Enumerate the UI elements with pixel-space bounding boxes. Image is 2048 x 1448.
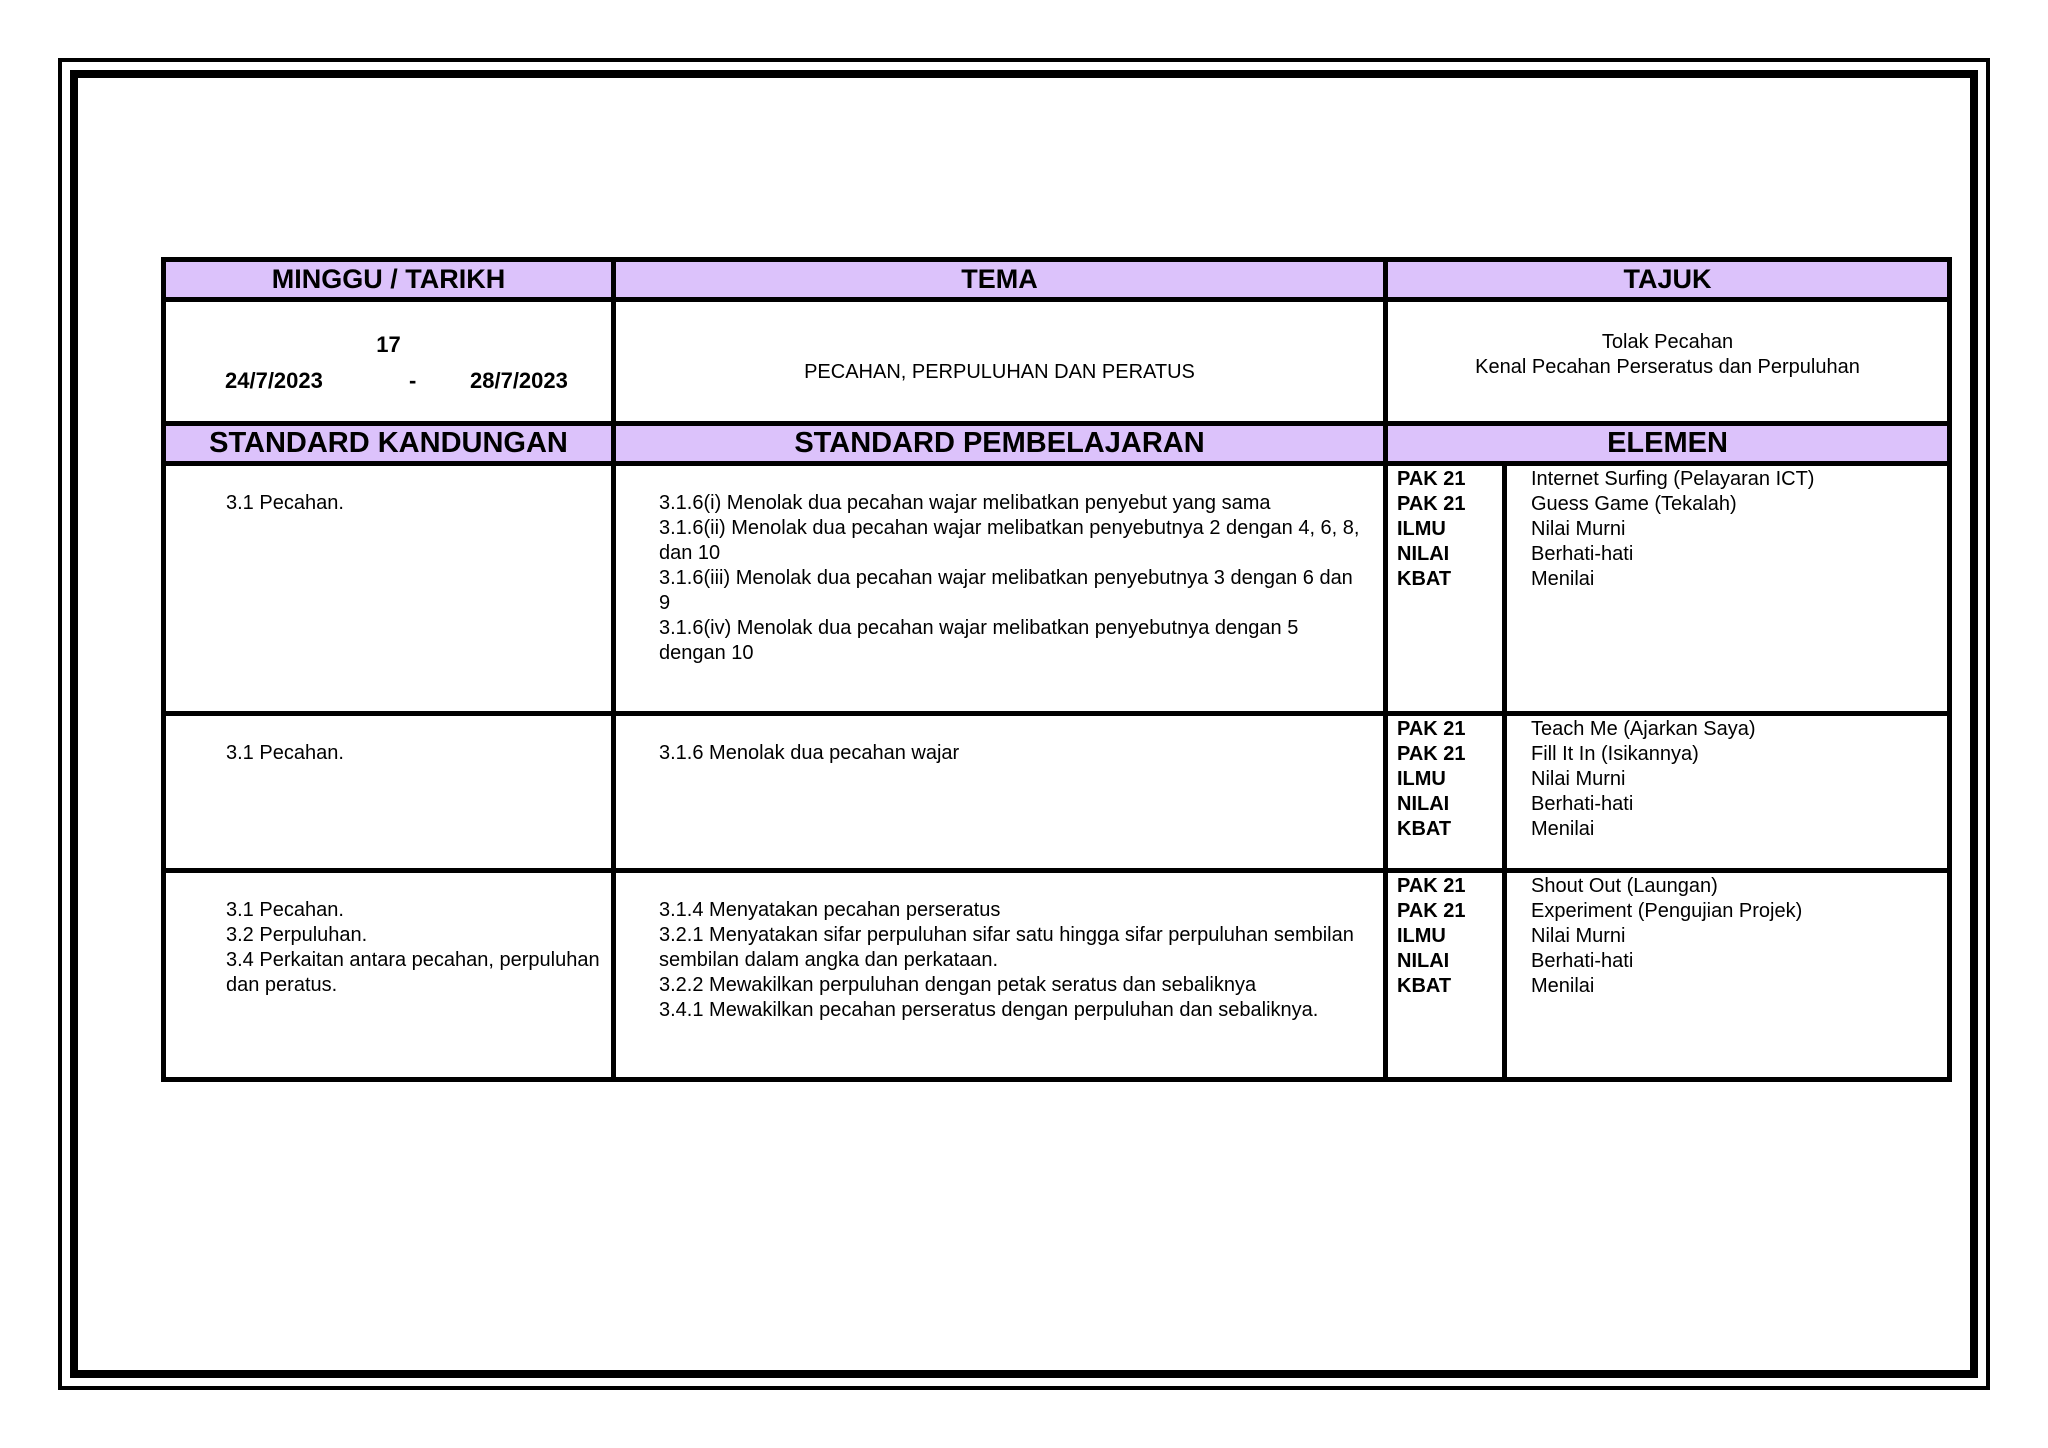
- header-elemen: ELEMEN: [1386, 424, 1950, 464]
- elemen-desc: Nilai Murni: [1531, 518, 1626, 540]
- elemen-desc: Menilai: [1531, 975, 1595, 997]
- sp-line: 3.2.2 Mewakilkan perpuluhan dengan petak seratus dan sebaliknya: [659, 974, 1257, 996]
- table-row: [164, 714, 1950, 871]
- elemen-desc: Nilai Murni: [1531, 925, 1626, 947]
- header-row-mid: [164, 424, 1950, 464]
- sp-line: 3.1.6 Menolak dua pecahan wajar: [659, 742, 960, 764]
- sp-line: 3.4.1 Mewakilkan pecahan perseratus dengan perpuluhan dan sebaliknya.: [659, 999, 1319, 1021]
- header-standard-pembelajaran: STANDARD PEMBELAJARAN: [614, 424, 1386, 464]
- table-row: [164, 871, 1950, 1080]
- elemen-code: NILAI: [1397, 793, 1450, 815]
- info-row: [164, 300, 1950, 424]
- elemen-code: ILMU: [1397, 768, 1446, 790]
- elemen-code: PAK 21: [1397, 493, 1466, 515]
- elemen-desc-cell: [1505, 714, 1950, 871]
- week-date-cell: [164, 300, 614, 424]
- elemen-code: PAK 21: [1397, 718, 1466, 740]
- sp-line: 3.1.6(ii) Menolak dua pecahan wajar melibatkan penyebutnya 2 dengan 4, 6, 8, dan 10: [659, 517, 1366, 564]
- week-number: 17: [376, 332, 401, 357]
- standard-kandungan-cell: [164, 464, 614, 714]
- elemen-code: KBAT: [1397, 568, 1452, 590]
- elemen-desc: Berhati-hati: [1531, 793, 1634, 815]
- elemen-code-cell: [1386, 714, 1505, 871]
- elemen-desc-cell: [1505, 871, 1950, 1080]
- elemen-code: ILMU: [1397, 925, 1446, 947]
- header-row-top: [164, 260, 1950, 300]
- sp-line: 3.1.6(iv) Menolak dua pecahan wajar melibatkan penyebutnya dengan 5 dengan 10: [659, 617, 1304, 664]
- elemen-desc-cell: [1505, 464, 1950, 714]
- date-separator: -: [409, 368, 417, 393]
- standard-kandungan-cell: [164, 871, 614, 1080]
- date-start: 24/7/2023: [225, 368, 323, 393]
- tajuk-line: Kenal Pecahan Perseratus dan Perpuluhan: [1475, 356, 1860, 378]
- standard-pembelajaran-cell: [614, 714, 1386, 871]
- standard-pembelajaran-cell: [614, 871, 1386, 1080]
- tema-cell: PECAHAN, PERPULUHAN DAN PERATUS: [614, 300, 1386, 424]
- sk-line: [226, 466, 601, 491]
- sp-line: 3.2.1 Menyatakan sifar perpuluhan sifar satu hingga sifar perpuluhan sembilan sembilan dalam angka dan perkataan.: [659, 924, 1360, 971]
- standard-kandungan-cell: [164, 714, 614, 871]
- standard-pembelajaran-cell: [614, 464, 1386, 714]
- sk-line: [226, 716, 601, 741]
- elemen-code: NILAI: [1397, 543, 1450, 565]
- sk-line: 3.1 Pecahan.: [226, 742, 344, 764]
- elemen-code-cell: [1386, 464, 1505, 714]
- elemen-desc: Fill It In (Isikannya): [1531, 743, 1699, 765]
- sk-line: 3.4 Perkaitan antara pecahan, perpuluhan dan peratus.: [226, 949, 606, 996]
- elemen-desc: Internet Surfing (Pelayaran ICT): [1531, 468, 1815, 490]
- sp-line: [659, 466, 1365, 491]
- elemen-code: KBAT: [1397, 975, 1452, 997]
- elemen-code: PAK 21: [1397, 875, 1466, 897]
- sp-line: 3.1.6(i) Menolak dua pecahan wajar melibatkan penyebut yang sama: [659, 492, 1271, 514]
- elemen-code: PAK 21: [1397, 900, 1466, 922]
- sp-line: 3.1.6(iii) Menolak dua pecahan wajar melibatkan penyebutnya 3 dengan 6 dan 9: [659, 567, 1359, 614]
- lesson-plan-table: [161, 257, 1952, 1082]
- elemen-desc: Guess Game (Tekalah): [1531, 493, 1737, 515]
- elemen-code-cell: [1386, 871, 1505, 1080]
- elemen-desc: Menilai: [1531, 568, 1595, 590]
- table-row: [164, 464, 1950, 714]
- sk-line: 3.1 Pecahan.: [226, 492, 344, 514]
- elemen-code: PAK 21: [1397, 468, 1466, 490]
- elemen-desc: Nilai Murni: [1531, 768, 1626, 790]
- sp-line: [659, 873, 1365, 898]
- elemen-code: ILMU: [1397, 518, 1446, 540]
- header-tema: TEMA: [614, 260, 1386, 300]
- sk-line: [226, 873, 601, 898]
- elemen-desc: Berhati-hati: [1531, 543, 1634, 565]
- sp-line: 3.1.4 Menyatakan pecahan perseratus: [659, 899, 1001, 921]
- date-end: 28/7/2023: [470, 368, 568, 393]
- tajuk-cell: [1386, 300, 1950, 424]
- sk-line: 3.2 Perpuluhan.: [226, 924, 368, 946]
- elemen-desc: Menilai: [1531, 818, 1595, 840]
- elemen-desc: Berhati-hati: [1531, 950, 1634, 972]
- sp-line: [659, 716, 1365, 741]
- header-week-date: MINGGU / TARIKH: [164, 260, 614, 300]
- elemen-desc: Experiment (Pengujian Projek): [1531, 900, 1803, 922]
- elemen-code: NILAI: [1397, 950, 1450, 972]
- header-tajuk: TAJUK: [1386, 260, 1950, 300]
- sk-line: 3.1 Pecahan.: [226, 899, 344, 921]
- elemen-desc: Shout Out (Laungan): [1531, 875, 1718, 897]
- elemen-desc: Teach Me (Ajarkan Saya): [1531, 718, 1756, 740]
- tajuk-line: Tolak Pecahan: [1601, 331, 1734, 353]
- header-standard-kandungan: STANDARD KANDUNGAN: [164, 424, 614, 464]
- elemen-code: PAK 21: [1397, 743, 1466, 765]
- elemen-code: KBAT: [1397, 818, 1452, 840]
